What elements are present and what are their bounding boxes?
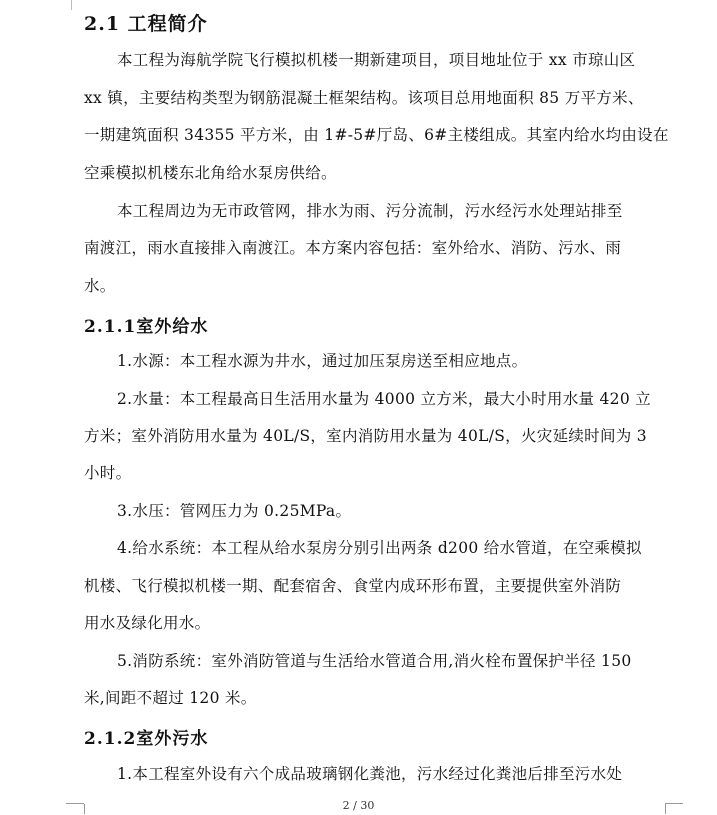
page-number: 2 / 30	[342, 799, 375, 812]
list-item-line: 2.水量：本工程最高日生活用水量为 4000 立方米，最大小时用水量 420 立	[117, 390, 652, 408]
list-item-line: 4.给水系统：本工程从给水泵房分别引出两条 d200 给水管道，在空乘模拟	[117, 539, 642, 557]
list-item-line: 用水及绿化用水。	[84, 614, 211, 632]
margin-marker	[71, 0, 72, 10]
paragraph-line: 本工程周边为无市政管网，排水为雨、污分流制，污水经污水处理站排至	[117, 202, 623, 220]
list-item-line: 机楼、飞行模拟机楼一期、配套宿舍、食堂内成环形布置，主要提供室外消防	[84, 577, 622, 595]
list-item-line: 方米；室外消防用水量为 40L/S，室内消防用水量为 40L/S，火灾延续时间为 3	[84, 427, 647, 445]
paragraph-line: 南渡江，雨水直接排入南渡江。本方案内容包括：室外给水、消防、污水、雨	[84, 239, 622, 257]
list-item-line: 1.本工程室外设有六个成品玻璃钢化粪池，污水经过化粪池后排至污水处	[117, 765, 623, 783]
paragraph-line: 空乘模拟机楼东北角给水泵房供给。	[84, 164, 337, 182]
subsection-heading: 2.1.1室外给水	[84, 317, 209, 337]
list-item-line: 1.水源：本工程水源为井水，通过加压泵房送至相应地点。	[117, 352, 528, 370]
list-item-line: 5.消防系统：室外消防管道与生活给水管道合用,消火栓布置保护半径 150	[117, 652, 632, 670]
list-item-line: 3.水压：管网压力为 0.25MPa。	[117, 502, 352, 520]
paragraph-line: 一期建筑面积 34355 平方米，由 1#-5#厅岛、6#主楼组成。其室内给水均由设在	[84, 126, 669, 144]
paragraph-line: 本工程为海航学院飞行模拟机楼一期新建项目，项目地址位于 xx 市琼山区	[117, 51, 636, 69]
paragraph-line: xx 镇，主要结构类型为钢筋混凝土框架结构。该项目总用地面积 85 万平方米、	[84, 89, 644, 107]
paragraph-line: 水。	[84, 277, 116, 295]
subsection-heading: 2.1.2室外污水	[84, 729, 209, 749]
footer-corner-mark	[665, 803, 683, 814]
list-item-line: 米,间距不超过 120 米。	[84, 689, 257, 707]
section-heading: 2.1 工程简介	[84, 13, 208, 35]
list-item-line: 小时。	[84, 464, 132, 482]
